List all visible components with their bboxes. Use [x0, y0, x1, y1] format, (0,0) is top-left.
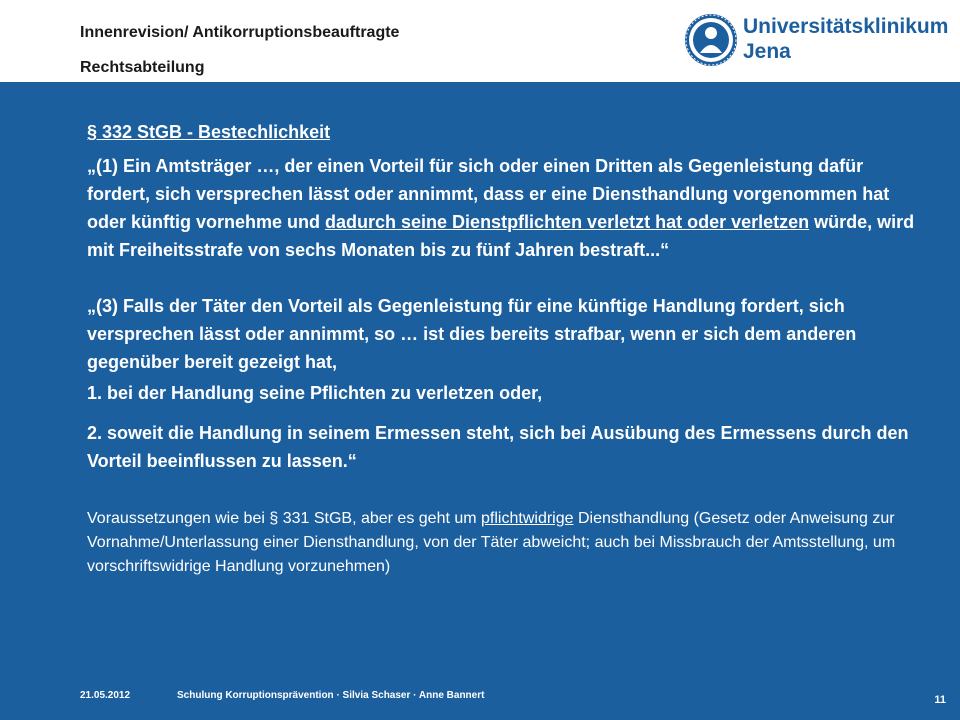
university-seal-icon: [683, 9, 739, 71]
paragraph-1-underlined: dadurch seine Dienstpflichten verletzt hat oder verletzen: [325, 212, 810, 232]
university-logo: [683, 9, 949, 71]
paragraph-1-text-a: „(1) Ein Amtsträger …, der einen Vorteil für sich oder einen Dritten als Gegenleistung dafür fordert, sich versprechen lässt oder annimmt, dass er eine Diensthandlung vorgenommen hat oder künftig vornehme und: [87, 156, 890, 232]
note-underlined: pflichtwidrige: [481, 510, 574, 527]
list-item-1: 1. bei der Handlung seine Pflichten zu verletzen oder,: [87, 383, 543, 403]
note-paragraph: [87, 507, 927, 579]
paragraph-3: „(3) Falls der Täter den Vorteil als Gegenleistung für eine künftige Handlung fordert, sich versprechen lässt oder annimmt, so … ist dies bereits strafbar, wenn er sich dem anderen gegenüber bereit gezeigt hat,: [87, 296, 857, 372]
logo-line2: Jena: [743, 40, 791, 63]
note-text-a: Voraussetzungen wie bei § 331 StGB, aber es geht um: [87, 510, 482, 527]
logo-wordmark: [743, 14, 948, 64]
header-subdepartment: Rechtsabteilung: [80, 59, 205, 76]
page-number: 11: [934, 694, 946, 706]
footer-date: 21.05.2012: [80, 690, 131, 701]
paragraph-1-text-b: würde, wird mit Freiheitsstrafe von sechs Monaten bis zu fünf Jahren bestraft...“: [87, 212, 915, 260]
slide-body: [87, 120, 927, 579]
logo-line1: Universitätsklinikum: [743, 15, 949, 38]
list-item-2: 2. soweit die Handlung in seinem Ermessen steht, sich bei Ausübung des Ermessens durch den Vorteil beeinflussen zu lassen.“: [87, 423, 909, 471]
slide-header: [0, 0, 960, 82]
slide-title: § 332 StGB - Bestechlichkeit: [87, 122, 331, 142]
footer-text: Schulung Korruptionsprävention · Silvia Schaser · Anne Bannert: [177, 690, 485, 701]
header-department: Innenrevision/ Antikorruptionsbeauftragte: [80, 24, 400, 41]
paragraph-1: [87, 152, 927, 264]
note-text-b: Diensthandlung (Gesetz oder Anweisung zur Vornahme/Unterlassung einer Diensthandlung, von der Täter abweicht; auch bei Missbrauch der Amtsstellung, um vorschriftswidrige Handlung vorzunehmen): [87, 510, 896, 575]
